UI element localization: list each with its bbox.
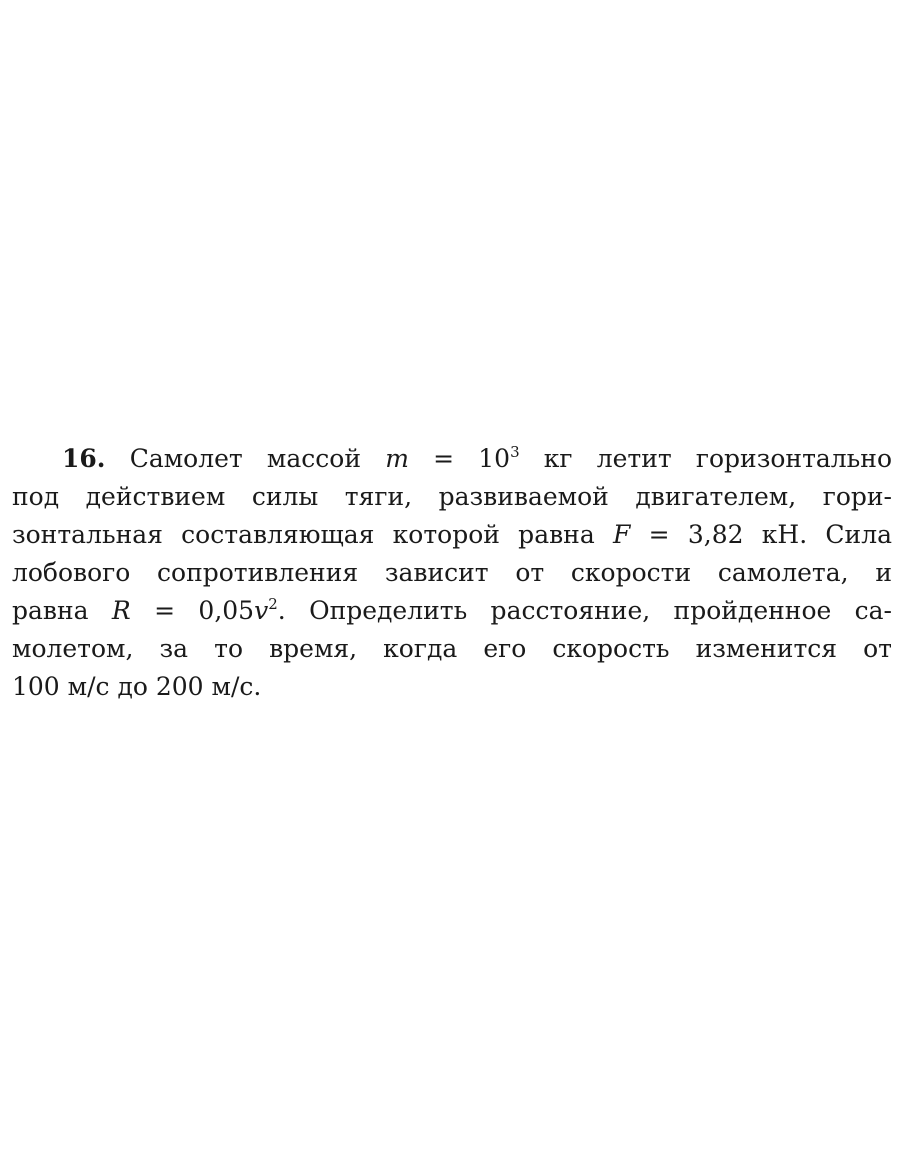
force-symbol: F bbox=[613, 520, 631, 549]
text-fragment: Самолет массой bbox=[129, 444, 386, 473]
problem-line-5 bbox=[12, 592, 892, 630]
resistance-symbol: R bbox=[111, 596, 131, 625]
text-fragment: = 0,05 bbox=[130, 596, 255, 625]
exponent: 2 bbox=[268, 595, 278, 613]
problem-line-7: 100 м/с до 200 м/с. bbox=[12, 672, 262, 701]
problem-line-4: лобового сопротивления зависит от скорости самолета, и bbox=[12, 558, 892, 587]
text-fragment: равна bbox=[12, 596, 112, 625]
text-fragment: кг летит горизонтально bbox=[519, 444, 892, 473]
exponent: 3 bbox=[510, 443, 520, 461]
mass-symbol: m bbox=[385, 444, 409, 473]
text-fragment: зонтальная составляющая которой равна bbox=[12, 520, 614, 549]
problem-line-3 bbox=[12, 516, 892, 554]
problem-line-6: молетом, за то время, когда его скорость изменится от bbox=[12, 634, 892, 663]
text-fragment: . Определить расстояние, пройденное са- bbox=[277, 596, 892, 625]
problem-line-2: под действием силы тяги, развиваемой двигателем, гори- bbox=[12, 482, 892, 511]
problem-line-1 bbox=[12, 440, 892, 478]
problem-number: 16. bbox=[62, 444, 106, 473]
text-fragment: = 10 bbox=[408, 444, 511, 473]
velocity-symbol: v bbox=[254, 596, 269, 625]
problem-16 bbox=[12, 440, 892, 706]
text-fragment: = 3,82 кН. Сила bbox=[630, 520, 892, 549]
